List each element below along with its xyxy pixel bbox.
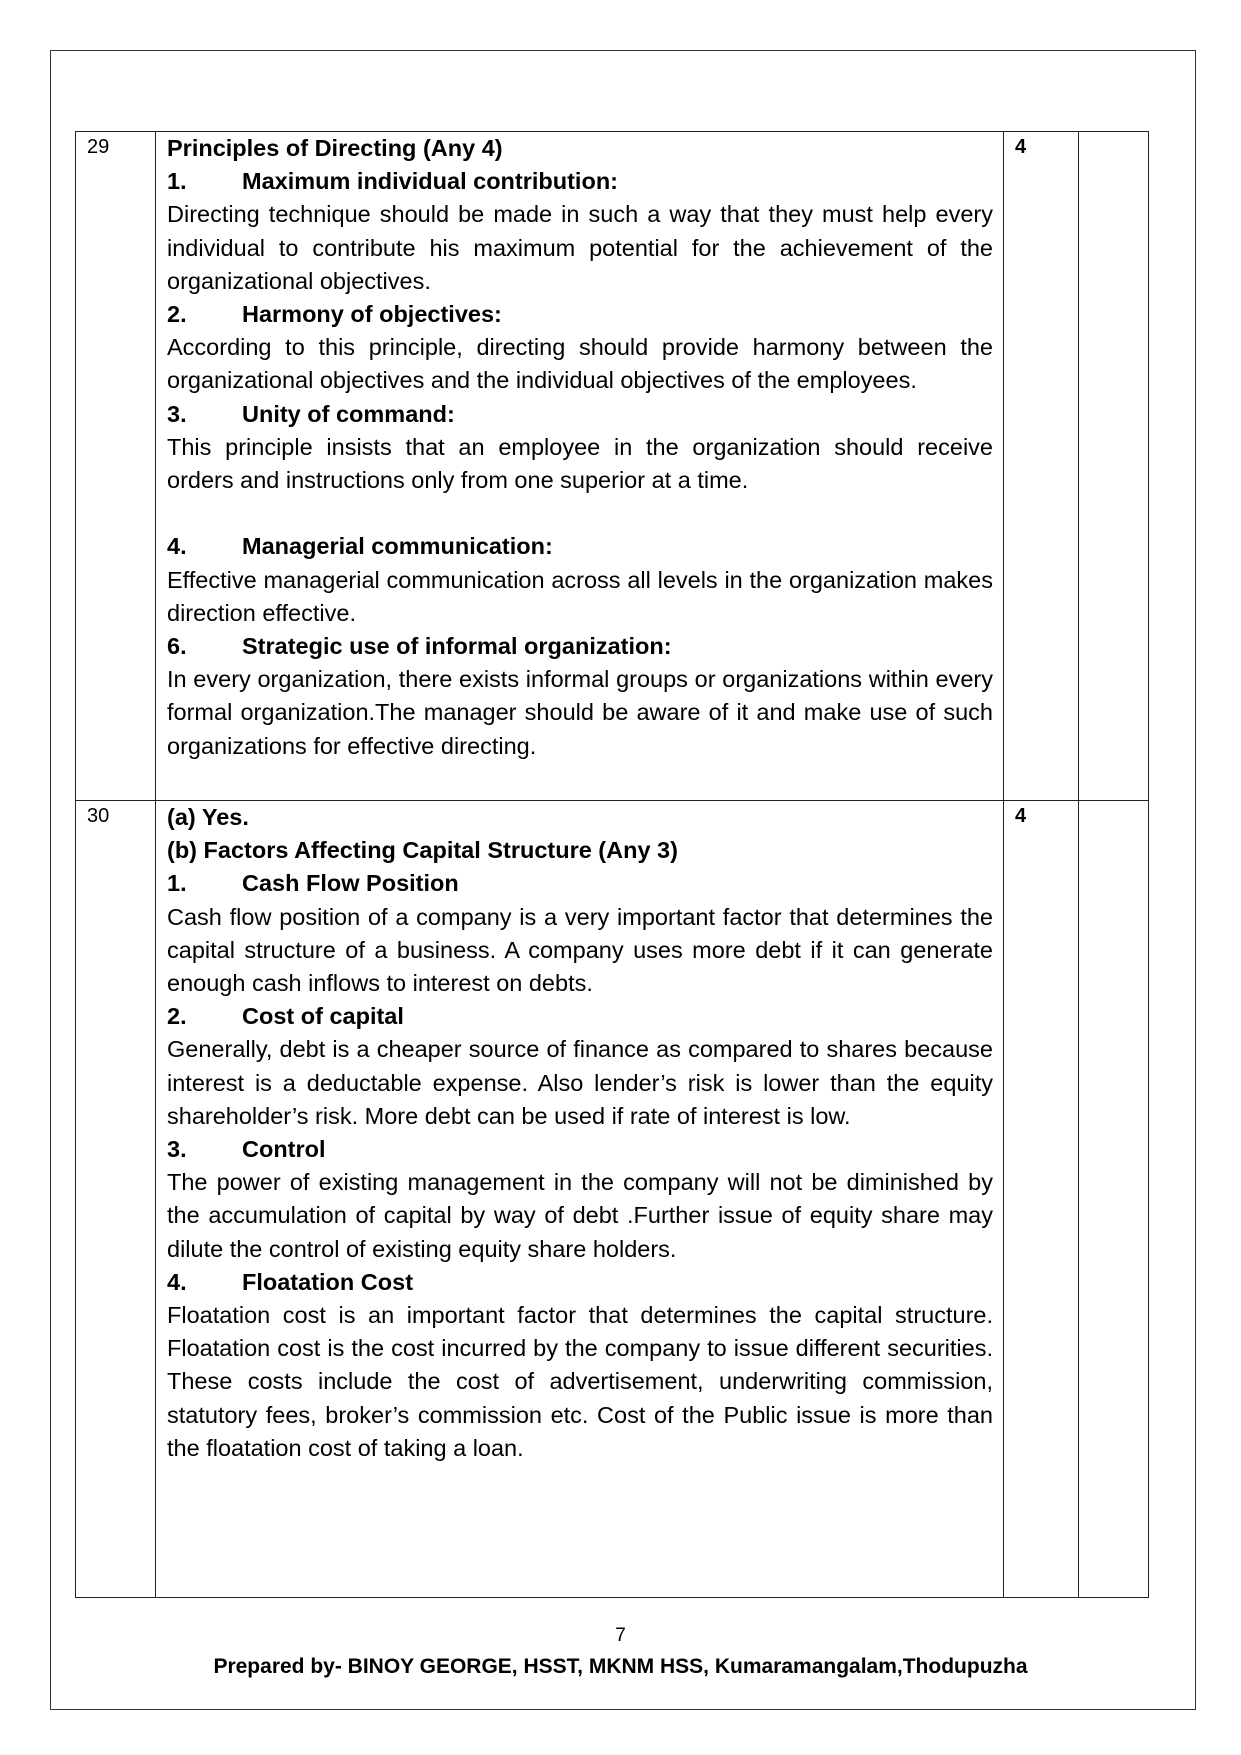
point-number: 4. xyxy=(167,533,187,560)
point-text: Generally, debt is a cheaper source of finance as compared to shares because interest is a deductable expense. Also lender’s risk is lower than the equity shareholder’s risk. More debt can be used if rate of interest is low. xyxy=(167,1036,993,1129)
footer-credit: Prepared by- BINOY GEORGE, HSST, MKNM HSS, Kumaramangalam,Thodupuzha xyxy=(213,1655,1028,1678)
answer-part-a: (a) Yes. xyxy=(167,804,249,830)
point-heading xyxy=(167,1133,993,1166)
point-text: The power of existing management in the company will not be diminished by the accumulation of capital by way of debt .Further issue of equity share may dilute the control of existing equity share holders. xyxy=(167,1169,993,1262)
question-number: 29 xyxy=(76,132,156,801)
point-text: Directing technique should be made in such a way that they must help every individual to contribute his maximum potential for the achievement of the organizational objectives. xyxy=(167,201,993,294)
point-number: 3. xyxy=(167,400,187,427)
point-number: 4. xyxy=(167,1268,187,1295)
marks-cell: 4 xyxy=(1004,801,1079,1598)
marks-cell: 4 xyxy=(1004,132,1079,801)
point-number: 1. xyxy=(167,870,187,897)
point-heading xyxy=(167,298,993,331)
point-number: 6. xyxy=(167,633,187,660)
point-heading-text: Harmony of objectives: xyxy=(242,301,502,328)
empty-cell xyxy=(1079,801,1149,1598)
answer-cell xyxy=(156,801,1004,1598)
point-text: According to this principle, directing should provide harmony between the organizational objectives and the individual objectives of the employees. xyxy=(167,334,993,394)
question-number: 30 xyxy=(76,801,156,1598)
point-number: 3. xyxy=(167,1136,187,1163)
point-text: In every organization, there exists informal groups or organizations within every formal organization.The manager should be aware of it and make use of such organizations for effective directing. xyxy=(167,666,993,759)
answer-cell xyxy=(156,132,1004,801)
page-number: 7 xyxy=(615,1625,626,1646)
point-heading xyxy=(167,630,993,663)
table-row xyxy=(76,132,1149,801)
point-heading xyxy=(167,530,993,563)
point-heading xyxy=(167,1000,993,1033)
point-heading-text: Cost of capital xyxy=(242,1003,404,1030)
point-heading xyxy=(167,398,993,431)
point-heading xyxy=(167,1266,993,1299)
answer-title: Principles of Directing (Any 4) xyxy=(167,135,503,161)
point-heading-text: Maximum individual contribution: xyxy=(242,168,618,195)
point-heading xyxy=(167,867,993,900)
point-heading-text: Floatation Cost xyxy=(242,1268,414,1295)
table-row xyxy=(76,801,1149,1598)
point-heading xyxy=(167,165,993,198)
empty-cell xyxy=(1079,132,1149,801)
point-number: 1. xyxy=(167,168,187,195)
point-text: Effective managerial communication across all levels in the organization makes direction effective. xyxy=(167,566,993,626)
point-text: Cash flow position of a company is a very important factor that determines the capital structure of a business. A company uses more debt if it can generate enough cash inflows to interest on debts. xyxy=(167,903,993,997)
point-heading-text: Strategic use of informal organization: xyxy=(242,633,672,660)
answer-key-table xyxy=(75,131,1149,1598)
answer-title: (b) Factors Affecting Capital Structure (Any 3) xyxy=(167,837,678,864)
point-heading-text: Managerial communication: xyxy=(242,533,553,560)
point-text: Floatation cost is an important factor that determines the capital structure. Floatation cost is the cost incurred by the company to issue different securities. These costs include the cost of advertisement, underwriting commission, statutory fees, broker’s commission etc. Cost of the Public issue is more than the floatation cost of taking a loan. xyxy=(167,1302,993,1461)
point-number: 2. xyxy=(167,1003,187,1030)
point-heading-text: Cash Flow Position xyxy=(242,870,459,897)
point-heading-text: Control xyxy=(242,1136,326,1163)
point-text: This principle insists that an employee in the organization should receive orders and instructions only from one superior at a time. xyxy=(167,433,993,494)
point-heading-text: Unity of command: xyxy=(242,400,455,427)
point-number: 2. xyxy=(167,301,187,328)
